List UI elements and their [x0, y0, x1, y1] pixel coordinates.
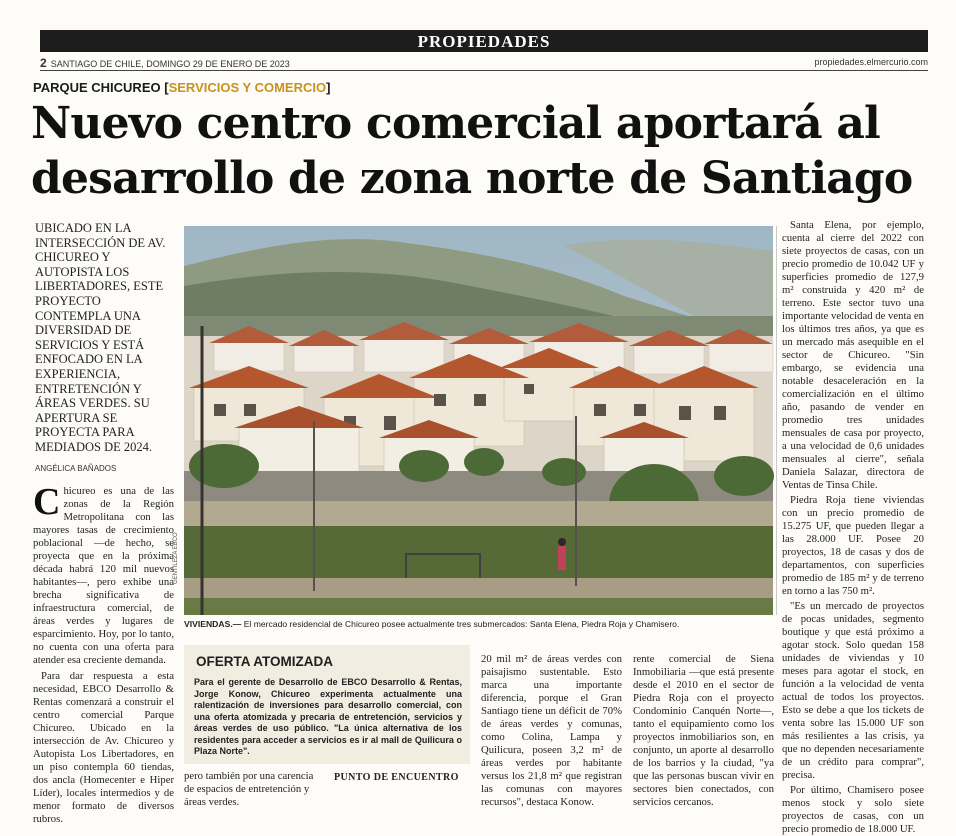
section-banner: PROPIEDADES — [40, 30, 928, 52]
page-number: 2 — [40, 56, 47, 70]
kicker-section: SERVICIOS Y COMERCIO — [168, 80, 327, 95]
caption-label: VIVIENDAS.— — [184, 619, 242, 629]
drop-cap: C — [33, 481, 61, 523]
paragraph: "Es un mercado de proyectos de pocas unidades, segmento boutique y que está próximo a agotar stock. Solo quedan 158 unidades de viviendas y 10 meses para agotar el stock, en función a la velocidad de venta actual de todos los proyectos. Esto se debe a que los tickets de venta sobre las 15.000 UF son más resilientes a las crisis, ya que no dependen necesariamente de un crédito para comprar", precisa. — [782, 600, 924, 781]
photo-illustration — [184, 226, 773, 615]
photo-caption — [184, 619, 784, 629]
article-photo — [184, 226, 773, 615]
paragraph-text: hicureo es una de las zonas de la Región Metropolitana con las mayores tasas de crecimiento poblacional —de hecho, se proyecta que en la próxima década habrá 120 mil nuevos habitantes—, pero exhibe una brecha significativa de infraestructura comercial, de áreas verdes y lugares de esparcimiento. Hoy, por lo tanto, no cuenta con una oferta para atender esa creciente demanda. — [33, 485, 174, 666]
column-divider — [776, 226, 777, 615]
body-column-6 — [782, 219, 924, 835]
dateline: SANTIAGO DE CHILE, DOMINGO 29 DE ENERO DE 2023 — [50, 59, 290, 69]
photo-credit: GENTILEZA EBCO — [173, 532, 179, 584]
paragraph: Piedra Roja tiene viviendas con un precio promedio de 15.275 UF, que pueden llegar a las 28.000 UF. Posee 20 proyectos, 18 de casas y dos de departamentos, con superficies promedio de 185 m² y de terreno en torno a las 750 m². — [782, 494, 924, 597]
byline: ANGÉLICA BAÑADOS — [35, 464, 117, 473]
box-body: Para el gerente de Desarrollo de EBCO Desarrollo & Rentas, Jorge Konow, Chicureo experimenta actualmente una ralentización de inversiones para desarrollo comercial, con una oferta atomizada y precaria de entretención, servicios y áreas verdes de uso público. "La única alternativa de los residentes para acceder a servicios es ir al mall de Quilicura o Plaza Norte". — [194, 677, 462, 756]
body-column-2-bottom: pero también por una carencia de espacios de entretención y áreas verdes. — [184, 770, 314, 808]
sidebar-box — [184, 645, 470, 764]
deck: UBICADO EN LA INTERSECCIÓN DE AV. CHICUREO Y AUTOPISTA LOS LIBERTADORES, ESTE PROYECTO CONTEMPLA UNA DIVERSIDAD DE SERVICIOS Y ESTÁ ENFOCADO EN LA EXPERIENCIA, ENTRETENCIÓN Y ÁREAS VERDES. SU APERTURA SE PROYECTA PARA MEDIADOS DE 2024. — [35, 221, 166, 454]
kicker-open-bracket: [ — [164, 80, 169, 95]
body-column-4: 20 mil m² de áreas verdes con paisajismo sustentable. Esto marca una importante diferencia, porque el Gran Santiago tiene un déficit de 70% de áreas verdes y comunas, como Colina, Lampa y Quilicura, poseen 3,2 m² de áreas verdes por habitante versus los 21,8 m² que registran las comunas con mayores recursos", destaca Konow. — [481, 653, 622, 808]
subhead: PUNTO DE ENCUENTRO — [334, 772, 459, 783]
caption-text: El mercado residencial de Chicureo posee actualmente tres submercados: Santa Elena, Piedra Roja y Chamisero. — [241, 619, 680, 629]
page-metaline — [40, 56, 928, 70]
body-column-5: rente comercial de Siena Inmobiliaria —que está presente desde el 2010 en el sector de Piedra Roja con el proyecto Condominio Canquén Norte—, tanto el equipamiento como los proyectos inmobiliarios son, en conjunto, un aporte al desarrollo de los barrios y la ciudad, "ya que las personas buscan vivir en sectores bien conectados, con servicios cercanos. — [633, 653, 774, 808]
headline: Nuevo centro comercial aportará al desarrollo de zona norte de Santiago — [31, 98, 913, 204]
paragraph: Para dar respuesta a esta necesidad, EBCO Desarrollo & Rentas comenzará a construir el centro comercial Parque Chicureo. Ubicado en la intersección de Av. Chicureo y Autopista Los Libertadores, en un piso contempla 60 tiendas, dos ancla (Homecenter e Hiper Líder), locales intermedios y de menor formato de diversos rubros. — [33, 670, 174, 825]
paragraph — [33, 481, 174, 667]
header-rule — [40, 70, 928, 71]
kicker — [33, 80, 330, 95]
kicker-location: PARQUE CHICUREO — [33, 80, 161, 95]
dateline-group — [40, 56, 290, 70]
paragraph: Santa Elena, por ejemplo, cuenta al cierre del 2022 con siete proyectos de casas, con un precio promedio de 10.042 UF y superficies promedio de 127,9 m² construida y 420 m² de terreno. Este sector tuvo una importante velocidad de venta en los últimos tres años, ya que es un mercado más asequible en el sector de Chicureo. "Sin embargo, se evidencia una notable desaceleración en la comercialización en el último año, pasando de vender en promedio tres unidades mensuales de casa por proyecto, a una velocidad de 0,6 unidades mensuales al cierre", señala Daniela Salazar, directora de Ventas de Tinsa Chile. — [782, 219, 924, 491]
body-column-1 — [33, 481, 174, 825]
kicker-close-bracket: ] — [326, 80, 331, 95]
box-title: OFERTA ATOMIZADA — [196, 654, 333, 669]
paragraph: Por último, Chamisero posee menos stock y solo siete proyectos de casas, con un precio promedio de 18.000 UF. — [782, 784, 924, 835]
website-link[interactable]: propiedades.elmercurio.com — [814, 57, 928, 67]
